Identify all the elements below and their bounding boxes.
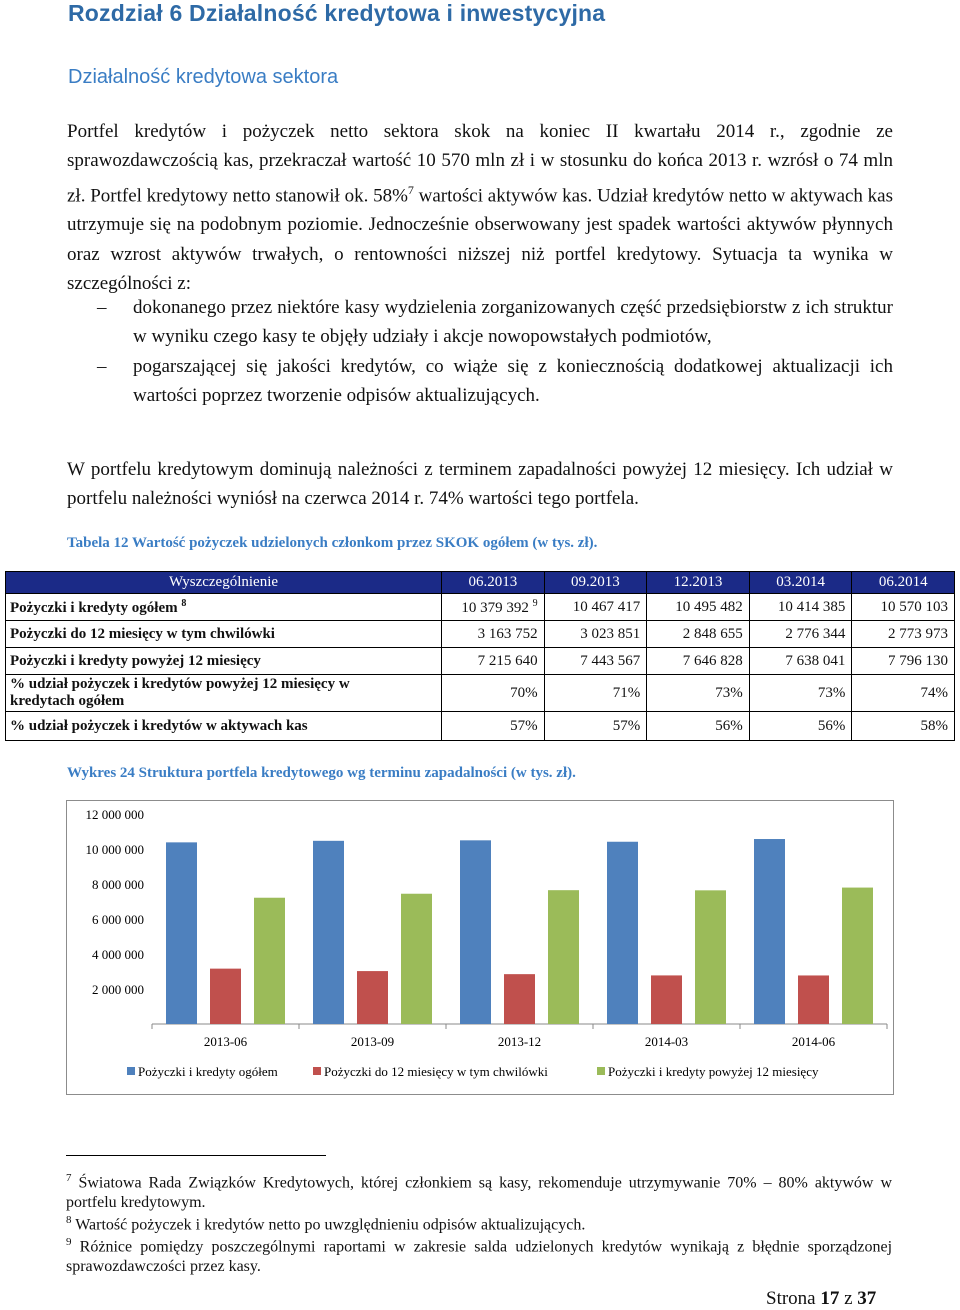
bar: [607, 842, 638, 1024]
table-cell: 2 773 973: [852, 621, 955, 648]
chart-canvas: [67, 801, 893, 1094]
table-cell: 2 848 655: [647, 621, 750, 648]
dash-icon: –: [97, 355, 107, 377]
bar: [460, 840, 491, 1024]
header-cell: Wyszczególnienie: [6, 572, 442, 594]
table-cell: 10 495 482: [647, 594, 750, 621]
x-tick-label: 2013-06: [203, 1034, 248, 1049]
table-cell: 7 796 130: [852, 648, 955, 675]
list-item-text: dokonanego przez niektóre kasy wydzielenia zorganizowanych część przedsiębiorstw z ich struktur w wyniku czego kasy te objęły udziały i akcje nowopowstałych podmiotów,: [133, 297, 893, 348]
list-item-text: pogarszającej się jakości kredytów, co wiąże się z koniecznością dodatkowej aktualizacji ich wartości poprzez tworzenie odpisów aktualizujących.: [133, 355, 893, 406]
intro-paragraph: [67, 117, 893, 298]
bar: [313, 841, 344, 1024]
row-label-line: kredytach ogółem: [10, 693, 125, 709]
footnote-ref-8: 8: [181, 597, 187, 609]
bar: [798, 975, 829, 1024]
footnote-divider: [66, 1155, 326, 1156]
bar: [254, 898, 285, 1024]
footnote-number: 9: [66, 1236, 72, 1248]
y-tick-label: 12 000 000: [85, 807, 144, 822]
legend-swatch: [127, 1067, 135, 1075]
header-cell: 09.2013: [544, 572, 647, 594]
intro-text-a: Portfel kredytów i pożyczek netto sektora skok na koniec II kwartału 2014 r., zgodnie ze sprawozdawczością kas, przekraczał wartość 10 570 mln zł i w stosunku do końca 2013 r. wzrósł o 74 mln zł. Portfel kredytowy netto stanowił ok. 58%: [67, 121, 893, 206]
table-cell: 10 467 417: [544, 594, 647, 621]
y-tick-label: 8 000 000: [92, 877, 144, 892]
legend-label: Pożyczki i kredyty powyżej 12 miesięcy: [608, 1064, 819, 1079]
legend-label: Pożyczki do 12 miesięcy w tym chwilówki: [324, 1064, 548, 1079]
bar: [842, 888, 873, 1024]
y-tick-label: 4 000 000: [92, 947, 144, 962]
page-total: 37: [857, 1288, 877, 1309]
section-title: Działalność kredytowa sektora: [68, 66, 339, 88]
header-cell: 03.2014: [749, 572, 852, 594]
table-cell: 70%: [442, 675, 545, 712]
bar: [210, 969, 241, 1024]
cell-value: 10 379 392: [461, 599, 529, 616]
footnote-text: Różnice pomiędzy poszczególnymi raportami w zakresie salda udzielonych kredytów wynikają z błędnie sporządzonej sprawozdawczości przez kasy.: [66, 1238, 893, 1276]
table-cell: 57%: [442, 712, 545, 741]
footnote-text: Wartość pożyczek i kredytów netto po uwzględnieniu odpisów aktualizujących.: [75, 1216, 586, 1234]
legend-swatch: [597, 1067, 605, 1075]
list-item: [67, 293, 893, 352]
x-tick-label: 2014-06: [791, 1034, 836, 1049]
legend-swatch: [313, 1067, 321, 1075]
table-cell: 57%: [544, 712, 647, 741]
row-label: Pożyczki do 12 miesięcy w tym chwilówki: [6, 621, 442, 648]
bar: [504, 974, 535, 1024]
table-header-row: [6, 572, 955, 594]
table-cell: 10 414 385: [749, 594, 852, 621]
chart-caption: Wykres 24 Struktura portfela kredytowego wg terminu zapadalności (w tys. zł).: [67, 765, 576, 781]
dash-icon: –: [97, 297, 107, 318]
row-label: Pożyczki i kredyty powyżej 12 miesięcy: [6, 648, 442, 675]
bar: [357, 971, 388, 1024]
table-cell: 3 023 851: [544, 621, 647, 648]
table-cell: 56%: [647, 712, 750, 741]
footnote-9: [66, 1232, 892, 1277]
table-cell: 73%: [647, 675, 750, 712]
footnote-7: [66, 1168, 892, 1213]
loans-table: [5, 571, 955, 741]
legend-label: Pożyczki i kredyty ogółem: [138, 1064, 278, 1079]
page-number: [766, 1288, 876, 1310]
row-label: [6, 675, 442, 712]
x-tick-label: 2013-12: [497, 1034, 542, 1049]
table-row: [6, 675, 955, 712]
footnote-text: Światowa Rada Związków Kredytowych, której członkiem są kasy, rekomenduje utrzymywanie 70% – 80% aktywów w portfelu kredytowym.: [66, 1174, 893, 1212]
table-cell: 10 570 103: [852, 594, 955, 621]
footnote-ref-9: 9: [532, 597, 538, 609]
table-cell: 7 215 640: [442, 648, 545, 675]
table-cell: 7 638 041: [749, 648, 852, 675]
page-current: 17: [820, 1288, 840, 1309]
row-label-line: % udział pożyczek i kredytów powyżej 12 miesięcy w: [10, 676, 350, 692]
loan-structure-chart: [66, 800, 894, 1095]
table-caption: Tabela 12 Wartość pożyczek udzielonych członkom przez SKOK ogółem (w tys. zł).: [67, 535, 598, 551]
intro-text-b: wartości aktywów kas. Udział kredytów netto w aktywach kas utrzymuje się na podobnym poziomie. Jednocześnie obserwowany jest spadek wartości aktywów płynnych oraz wzrost aktywów trwałych, o rentowności niższej niż portfel kredytowy. Sytuacja ta wynika w szczególności z:: [67, 184, 894, 294]
row-label: [6, 594, 442, 621]
header-cell: 06.2013: [442, 572, 545, 594]
y-tick-label: 2 000 000: [92, 982, 144, 997]
bar: [401, 894, 432, 1024]
bar: [695, 890, 726, 1024]
footnote-number: 7: [66, 1172, 72, 1184]
header-cell: 06.2014: [852, 572, 955, 594]
bar: [548, 890, 579, 1024]
table-cell: 58%: [852, 712, 955, 741]
table-cell: 71%: [544, 675, 647, 712]
table-row: [6, 621, 955, 648]
table-cell: 74%: [852, 675, 955, 712]
table-cell: 73%: [749, 675, 852, 712]
bar: [166, 842, 197, 1024]
chapter-title: Rozdział 6 Działalność kredytowa i inwestycyjna: [68, 0, 606, 26]
page-sep: z: [839, 1288, 858, 1309]
table-cell: [442, 594, 545, 621]
reasons-list: [67, 293, 893, 410]
x-tick-label: 2014-03: [644, 1034, 689, 1049]
table-cell: 7 443 567: [544, 648, 647, 675]
row-label-text: Pożyczki i kredyty ogółem: [10, 599, 178, 616]
row-label: % udział pożyczek i kredytów w aktywach kas: [6, 712, 442, 741]
table-row: [6, 594, 955, 621]
table-row: [6, 648, 955, 675]
table-cell: 7 646 828: [647, 648, 750, 675]
footnote-number: 8: [66, 1214, 72, 1226]
page-prefix: Strona: [766, 1288, 821, 1309]
table-cell: 3 163 752: [442, 621, 545, 648]
bar: [754, 839, 785, 1024]
table-cell: 2 776 344: [749, 621, 852, 648]
table-row: [6, 712, 955, 741]
bar: [651, 975, 682, 1024]
x-tick-label: 2013-09: [350, 1034, 395, 1049]
y-tick-label: 10 000 000: [85, 842, 144, 857]
y-tick-label: 6 000 000: [92, 912, 144, 927]
list-item: [67, 352, 893, 411]
footnote-ref-7: 7: [407, 182, 414, 197]
portfolio-paragraph: W portfelu kredytowym dominują należności z terminem zapadalności powyżej 12 miesięcy. Ich udział w portfelu należności wyniósł na czerwca 2014 r. 74% wartości tego portfela.: [67, 459, 893, 510]
table-cell: 56%: [749, 712, 852, 741]
header-cell: 12.2013: [647, 572, 750, 594]
